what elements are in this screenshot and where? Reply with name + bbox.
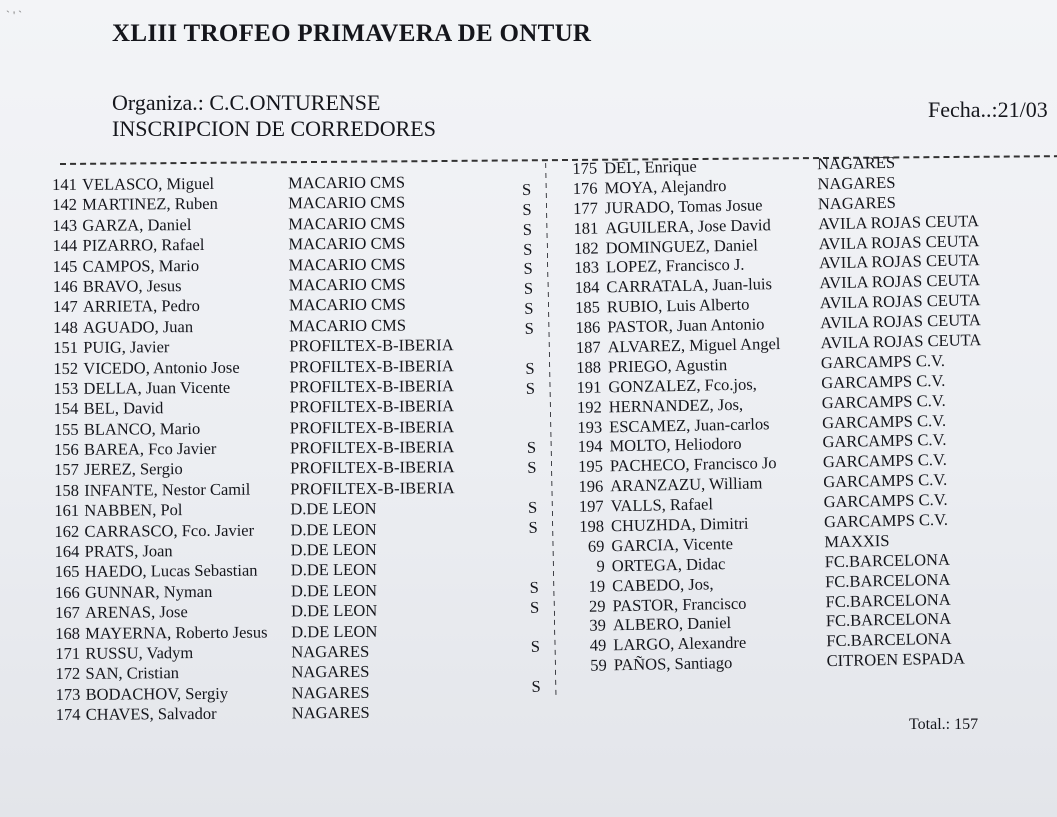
team-name: FC.BARCELONA [825,589,951,611]
column-separator: ¦ [553,636,557,656]
status-mark: S [522,219,533,239]
bib-number: 193 [577,417,603,437]
team-name: GARCAMPS C.V. [822,430,947,452]
rider-name: ALBERO, Daniel [612,613,732,635]
bib-number: 153 [53,378,79,398]
entry-row [53,416,455,440]
rider-name: RUBIO, Luis Alberto [606,294,750,317]
document-title: XLIII TROFEO PRIMAVERA DE ONTUR [112,20,592,47]
bib-number: 176 [572,178,598,198]
team-name: PROFILTEX-B-IBERIA [290,478,455,499]
left-column [52,172,455,726]
team-name: D.DE LEON [291,621,378,641]
rider-name: ALVAREZ, Miguel Angel [607,334,781,357]
rider-name: BLANCO, Mario [83,418,201,439]
bib-number: 154 [53,399,79,419]
bib-number: 191 [576,377,602,397]
team-name: NAGARES [291,682,370,703]
team-name: PROFILTEX-B-IBERIA [289,457,455,478]
team-name: MACARIO CMS [288,233,406,254]
rider-name: PUIG, Javier [83,337,170,357]
bib-number: 148 [52,317,78,337]
team-name: PROFILTEX-B-IBERIA [289,355,454,376]
bib-number: 144 [52,235,78,256]
team-name: NAGARES [291,641,370,662]
team-name: NAGARES [816,152,896,174]
entry-row [53,355,454,379]
rider-name: GARZA, Daniel [82,214,192,235]
entry-row [53,437,455,461]
rider-name: ARANZAZU, William [610,473,763,496]
team-name: PROFILTEX-B-IBERIA [289,335,454,356]
entry-row [55,601,385,624]
team-name: AVILA ROJAS CEUTA [819,270,981,293]
bib-number: 171 [55,643,81,663]
bib-number: 188 [576,357,602,377]
column-separator: ¦ [544,199,549,219]
rider-name: BAREA, Fco Javier [83,438,217,459]
status-mark: S [524,318,535,339]
right-column [519,150,1029,697]
column-separator: ¦ [553,676,558,696]
entry-row [52,274,406,298]
rider-name: HAEDO, Lucas Sebastian [84,560,258,582]
status-mark: S [523,279,534,299]
rider-name: VELASCO, Miguel [81,173,215,194]
bib-number: 158 [54,480,80,500]
entry-row [56,703,386,726]
rider-name: LOPEZ, Francisco J. [605,255,745,277]
team-name: NAGARES [817,172,896,194]
corner-mark: ` ' ` [6,8,23,22]
column-separator: ¦ [545,239,550,259]
rider-name: CARRATALA, Juan-luis [606,274,773,297]
rider-name: PASTOR, Francisco [612,593,747,615]
column-separator: ¦ [547,318,551,338]
rider-name: ARENAS, Jose [84,602,188,622]
rider-name: HERNANDEZ, Jos, [608,394,744,417]
organizer-line: Organiza.: C.C.ONTURENSE [112,90,381,115]
status-mark: S [529,577,539,597]
column-separator: ¦ [549,457,554,477]
entry-row [55,580,385,603]
team-name: GARCAMPS C.V. [820,350,946,373]
status-mark: S [528,517,538,537]
status-mark: S [526,438,537,458]
status-mark: S [527,497,538,518]
bib-number: 166 [54,582,80,602]
column-separator: ¦ [546,278,550,298]
rider-name: BEL, David [83,398,164,419]
bib-number: 187 [575,337,601,357]
rider-name: PASTOR, Juan Antonio [607,314,765,337]
bib-number: 152 [53,358,79,378]
rider-name: VICEDO, Antonio Jose [83,357,240,378]
team-name: PROFILTEX-B-IBERIA [289,396,455,417]
bib-number: 183 [574,257,600,278]
team-name: AVILA ROJAS CEUTA [819,290,981,313]
bib-number: 197 [578,496,604,517]
status-mark: S [522,239,533,259]
bib-number: 167 [54,603,80,623]
team-name: D.DE LEON [290,560,377,580]
entry-row [55,621,385,644]
bib-number: 156 [53,439,79,460]
entry-row [52,192,406,216]
date-line: Fecha..:21/03 [928,97,1048,122]
bib-number: 157 [53,460,79,480]
team-name: AVILA ROJAS CEUTA [818,230,980,253]
rider-name: CHUZHDA, Dimitri [610,513,749,536]
team-name: NAGARES [817,192,896,214]
rider-name: RUSSU, Vadym [85,643,194,663]
bib-number: 177 [573,198,599,218]
column-separator: ¦ [550,477,554,497]
team-name: MACARIO CMS [288,294,406,315]
bib-number: 184 [574,277,600,298]
column-separator: ¦ [553,656,558,676]
team-name: D.DE LEON [290,519,377,539]
rider-name: DEL, Enrique [603,156,697,178]
bib-number: 147 [52,297,78,317]
rider-name: DELLA, Juan Vicente [83,377,231,398]
bib-number: 69 [587,536,605,556]
rider-name: ARRIETA, Pedro [82,296,200,317]
rider-name: AGUILERA, Jose David [605,214,771,238]
rider-name: MOLTO, Heliodoro [609,434,742,456]
bib-number: 146 [52,276,78,296]
column-separator: ¦ [547,358,552,378]
team-name: PROFILTEX-B-IBERIA [289,437,455,458]
entry-row [54,499,384,522]
rider-name: ORTEGA, Didac [611,553,726,576]
bib-number: 164 [54,541,80,562]
column-separator: ¦ [552,596,557,617]
team-name: GARCAMPS C.V. [822,450,947,472]
status-mark: S [531,676,541,697]
entry-row [53,376,454,400]
entry-row [53,335,454,359]
column-separator: ¦ [551,537,555,557]
rider-name: CHAVES, Salvador [85,704,217,724]
team-name: D.DE LEON [290,600,378,621]
bib-number: 185 [574,297,601,318]
column-separator: ¦ [549,437,554,457]
rider-name: MARTINEZ, Ruben [82,194,218,215]
entry-row [54,519,384,542]
bib-number: 19 [588,576,606,596]
bib-number: 173 [55,684,81,704]
team-name: NAGARES [291,662,370,682]
team-name: FC.BARCELONA [826,629,952,651]
rider-name: PRATS, Joan [84,541,173,561]
team-name: MACARIO CMS [288,192,406,213]
bib-number: 151 [53,337,79,358]
entry-row [52,254,406,277]
bib-number: 181 [573,218,599,238]
team-name: GARCAMPS C.V. [821,410,947,432]
team-name: FC.BARCELONA [825,609,952,631]
team-name: MACARIO CMS [287,172,406,193]
entry-row [55,662,385,685]
rider-name: JEREZ, Sergio [83,459,183,480]
rider-name: JURADO, Tomas Josue [604,195,763,218]
bib-number: 9 [596,556,605,576]
bib-number: 142 [52,195,78,215]
bib-number: 192 [576,397,602,417]
bib-number: 155 [53,419,79,439]
entry-row [55,540,385,563]
column-separator: ¦ [548,378,552,398]
header-block [112,90,436,142]
team-name: FC.BARCELONA [824,549,951,572]
entry-row [52,294,406,318]
team-name: AVILA ROJAS CEUTA [820,330,982,353]
subtitle-line: INSCRIPCION DE CORREDORES [112,116,436,141]
bib-number: 198 [579,516,605,536]
entry-row [52,213,406,236]
bib-number: 186 [575,317,601,338]
team-name: CITROEN ESPADA [826,648,966,671]
team-name: AVILA ROJAS CEUTA [818,250,980,273]
rider-name: PACHECO, Francisco Jo [609,453,777,476]
bib-number: 196 [578,476,604,497]
entry-row [53,396,455,420]
entry-row [52,233,406,257]
rider-name: GUNNAR, Nyman [84,581,213,602]
bib-number: 175 [572,158,598,178]
status-mark: S [524,298,534,319]
rider-name: BODACHOV, Sergiy [85,683,229,704]
rider-name: ESCAMEZ, Juan-carlos [608,413,770,436]
bib-number: 172 [55,664,81,684]
status-mark: S [529,597,540,617]
column-separator: ¦ [543,159,548,179]
status-mark: S [527,458,537,478]
team-name: MAXXIS [824,530,890,552]
entry-row [54,478,455,502]
bib-number: 59 [590,655,607,675]
column-separator: ¦ [545,258,550,278]
status-mark: S [522,199,532,219]
bib-number: 162 [54,521,80,541]
rider-name: VALLS, Rafael [610,494,714,516]
bib-number: 29 [588,596,606,616]
bib-number: 143 [52,215,78,235]
column-separator: ¦ [548,417,553,438]
status-mark: S [525,378,536,398]
column-separator: ¦ [545,219,549,239]
rider-name: MOYA, Alejandro [604,175,727,198]
team-name: D.DE LEON [290,498,377,519]
entry-row [52,172,406,196]
rider-name: SAN, Cristian [85,663,180,684]
team-name: PROFILTEX-B-IBERIA [289,376,454,397]
bib-number: 165 [54,562,80,582]
rider-name: PAÑOS, Santiago [613,653,733,675]
rider-name: LARGO, Alexandre [613,633,747,655]
bib-number: 39 [589,615,607,636]
bib-number: 161 [54,501,80,521]
team-name: MACARIO CMS [288,254,406,274]
team-name: MACARIO CMS [288,213,406,234]
rider-name: MAYERNA, Roberto Jesus [85,622,268,643]
rider-name: NABBEN, Pol [84,500,183,521]
column-separator: ¦ [552,577,556,597]
team-name: AVILA ROJAS CEUTA [818,210,980,233]
bib-number: 168 [55,623,81,643]
bib-number: 49 [589,635,607,656]
column-separator: ¦ [552,616,557,636]
rider-name: GONZALEZ, Fco.jos, [608,374,758,397]
team-name: GARCAMPS C.V. [821,370,946,393]
status-mark: S [521,179,532,199]
column-separator: ¦ [546,298,551,318]
team-name: GARCAMPS C.V. [823,470,948,492]
rider-name: BRAVO, Jesus [82,276,182,296]
team-name: FC.BARCELONA [824,569,951,591]
team-name: GARCAMPS C.V. [823,489,948,512]
bib-number: 194 [577,436,603,457]
column-separator: ¦ [550,497,555,517]
team-name: NAGARES [291,702,370,723]
team-name: MACARIO CMS [288,274,406,295]
rider-name: CAMPOS, Mario [82,255,200,276]
column-separator: ¦ [551,557,556,577]
bib-number: 141 [52,174,77,194]
rider-name: PRIEGO, Agustin [607,354,728,377]
bib-number [567,676,607,677]
status-mark: S [523,259,533,279]
rider-name: CARRASCO, Fco. Javier [84,520,255,541]
rider-name: PIZARRO, Rafael [82,235,205,255]
bib-number: 145 [52,256,78,276]
team-name: PROFILTEX-B-IBERIA [289,416,455,438]
rider-name: CABEDO, Jos, [612,574,714,595]
rider-name: DOMINGUEZ, Daniel [605,234,758,257]
column-separator: ¦ [547,338,552,358]
team-name: GARCAMPS C.V. [821,390,946,412]
column-separator: ¦ [544,179,549,199]
status-mark: S [530,637,541,657]
rider-name: INFANTE, Nestor Camil [84,479,251,500]
team-name: D.DE LEON [290,539,377,560]
bib-number: 195 [577,456,604,477]
team-name: MACARIO CMS [288,315,407,336]
rider-name: AGUADO, Juan [82,316,194,337]
team-name: GARCAMPS C.V. [823,509,949,532]
entry-row [52,315,407,338]
entry-row [55,560,385,583]
column-separator: ¦ [548,398,553,418]
entry-row [53,457,455,481]
rider-name: GARCIA, Vicente [611,533,734,556]
status-mark: S [525,358,535,378]
bib-number: 182 [573,238,599,258]
team-name: D.DE LEON [290,580,378,601]
entry-row [55,642,385,665]
column-separator: ¦ [550,517,555,537]
bib-number: 174 [55,704,81,725]
entry-row [56,682,386,705]
team-name: AVILA ROJAS CEUTA [819,310,981,333]
total-count: Total.: 157 [909,716,979,733]
